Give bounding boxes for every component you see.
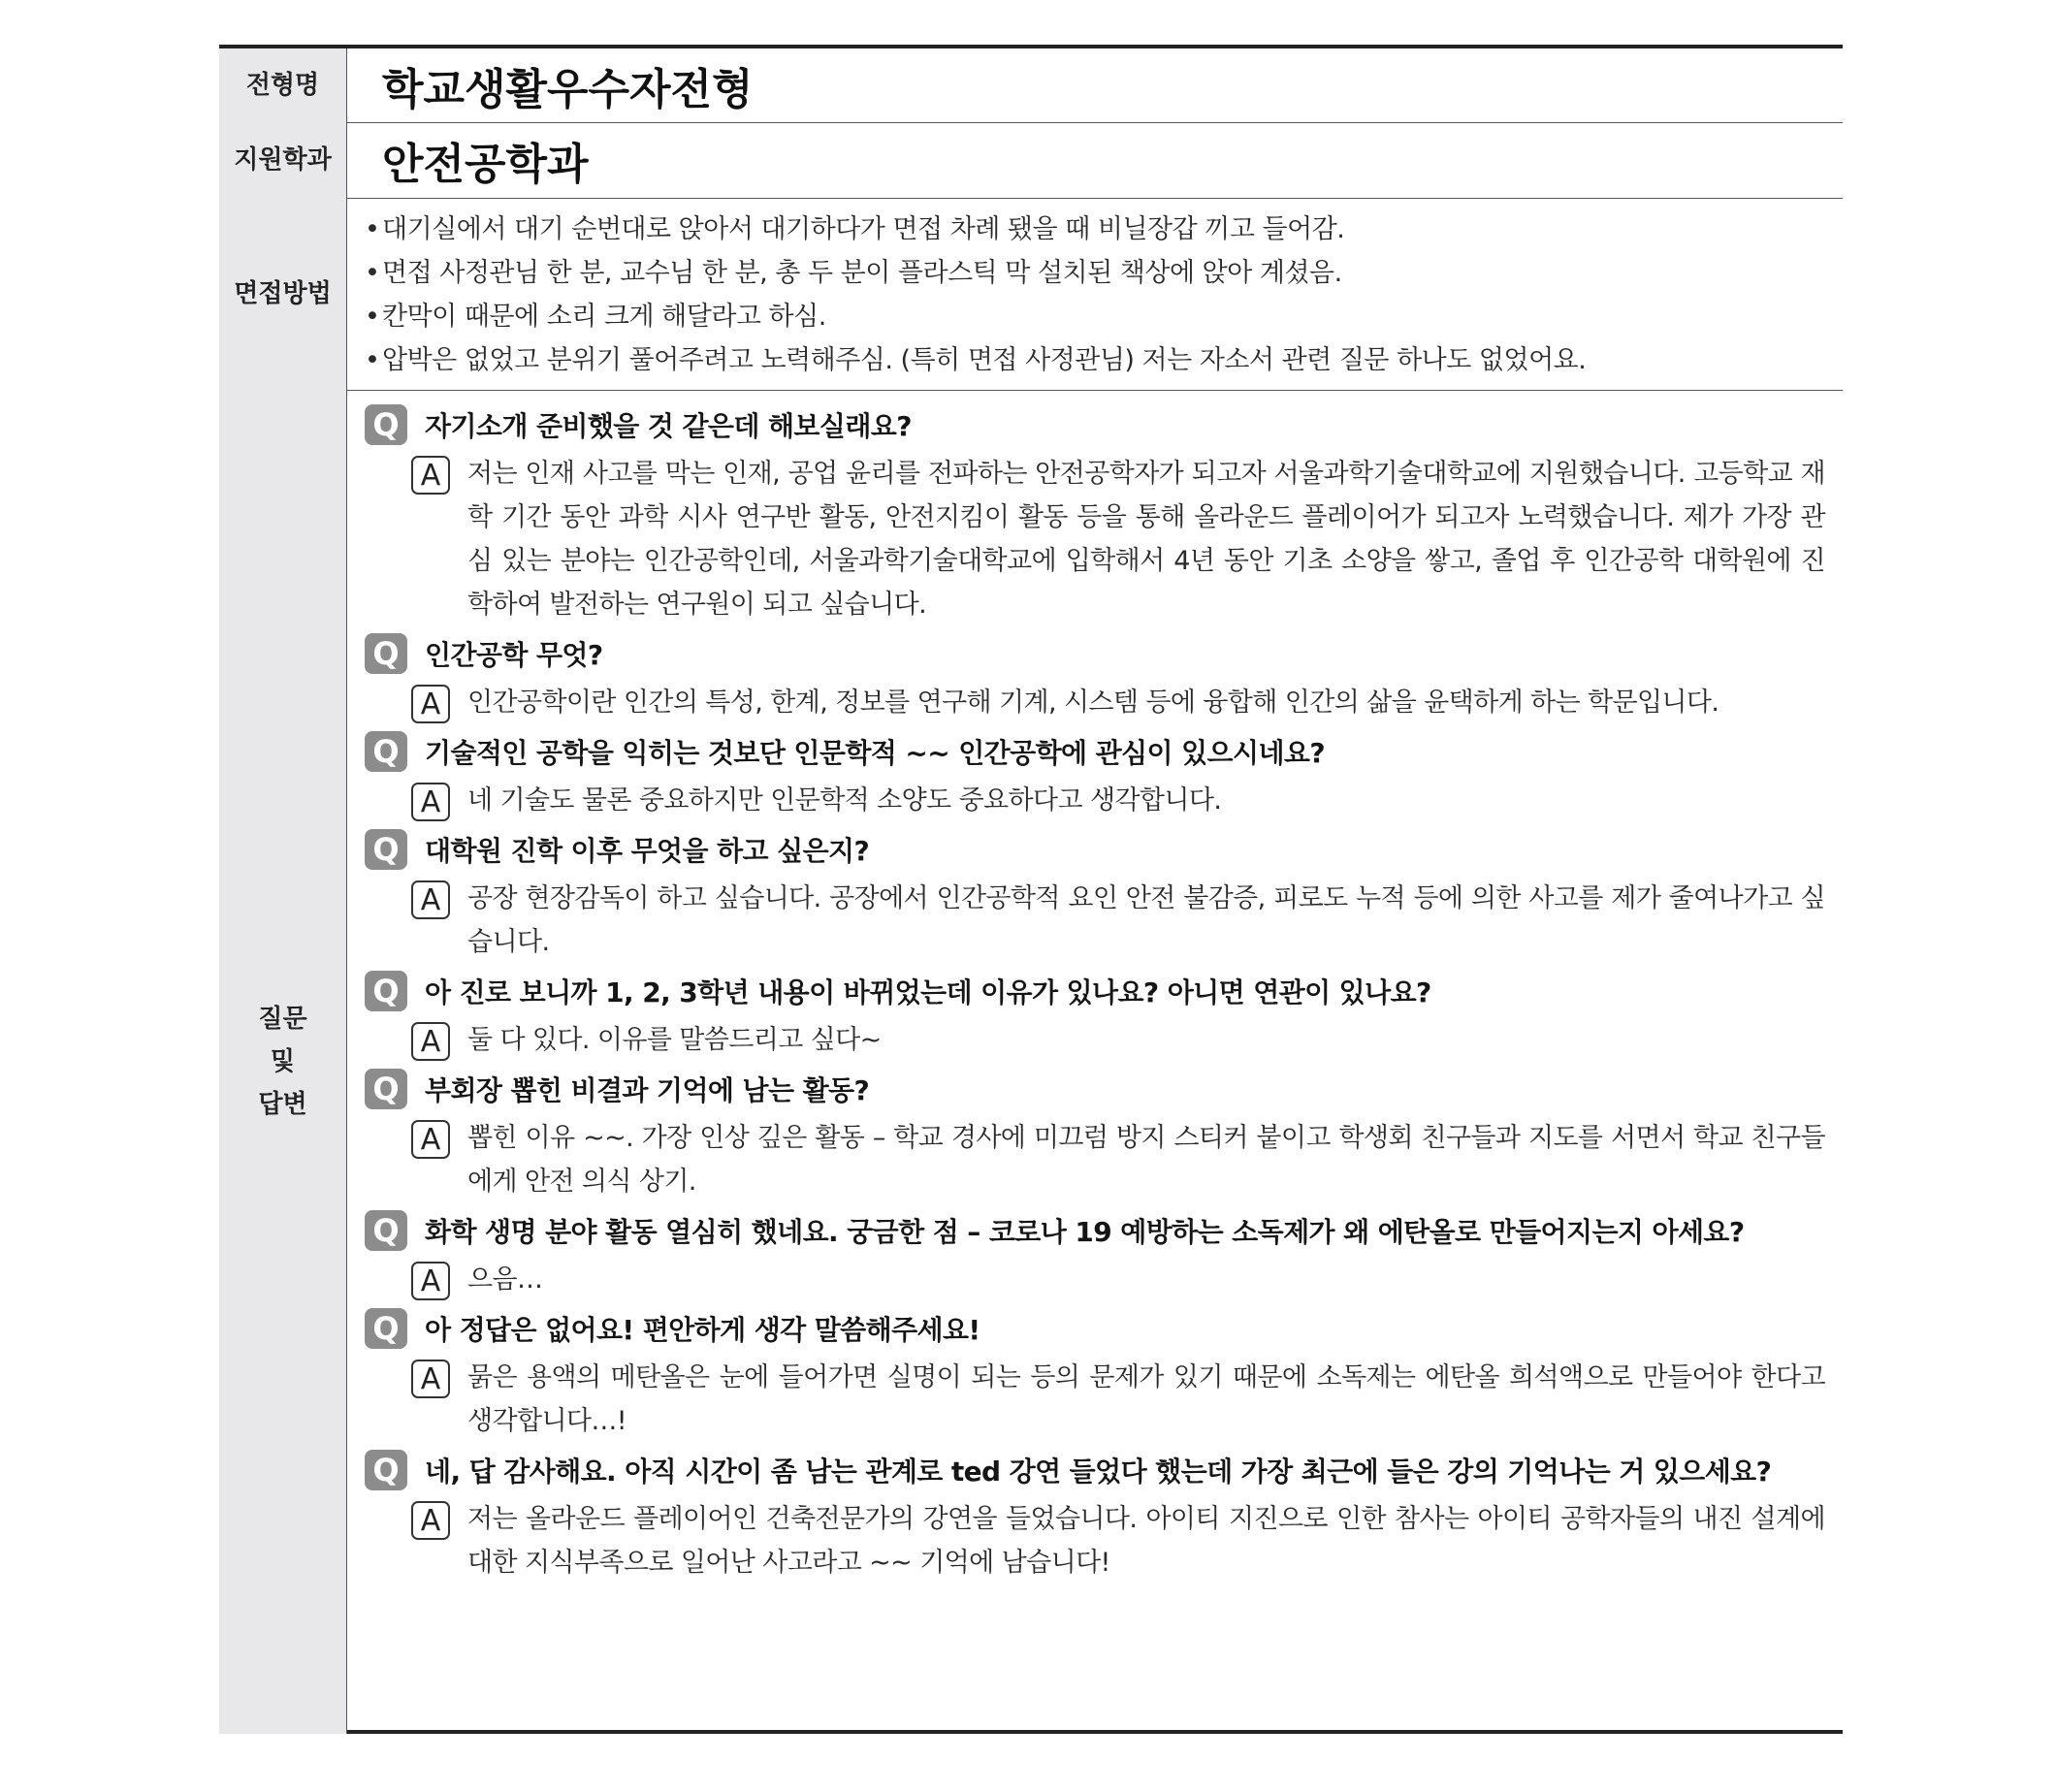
answer-text: 인간공학이란 인간의 특성, 한계, 정보를 연구해 기계, 시스템 등에 융합해 인간의 삶을 윤택하게 하는 학문입니다. (467, 688, 1719, 718)
question-badge: Q (365, 1450, 407, 1490)
answer-badge: A (411, 1022, 450, 1061)
method-item-text: 대기실에서 대기 순번대로 앉아서 대기하다가 면접 차례 됐을 때 비닐장갑 끼고 들어감. (382, 214, 1345, 244)
department-row (219, 122, 1843, 199)
question (365, 1203, 1825, 1258)
method-item (365, 251, 1586, 295)
qa-row (219, 390, 1843, 1734)
bullet-icon: • (365, 302, 380, 332)
qa-label-line: 답변 (258, 1090, 307, 1119)
answer-text: 으음… (467, 1264, 543, 1295)
answer (411, 1116, 1825, 1203)
answer-text: 저는 인재 사고를 막는 인재, 공업 윤리를 전파하는 안전공학자가 되고자 서울과학기술대학교에 지원했습니다. 고등학교 재학 기간 동안 과학 시사 연구반 활동, 안전지킴이 활동 등을 통해 올라운드 플레이어가 되고자 노력했습니다. 제가 가장 관심 있는 분야는 인간공학인데, 서울과학기술대학교에 입학해서 4년 동안 기초 소양을 쌓고, 졸업 후 인간공학 대학원에 진학하여 발전하는 연구원이 되고 싶습니다. (467, 459, 1825, 620)
method-cell (347, 198, 1843, 390)
question-text: 화학 생명 분야 활동 열심히 했네요. 궁금한 점 – 코로나 19 예방하는 소독제가 왜 에탄올로 만들어지는지 아세요? (425, 1216, 1745, 1248)
method-item-text: 면접 사정관님 한 분, 교수님 한 분, 총 두 분이 플라스틱 막 설치된 책상에 앉아 계셨음. (382, 258, 1342, 288)
question-text: 부회장 뽑힌 비결과 기억에 남는 활동? (425, 1074, 870, 1106)
admission-cell (347, 48, 1843, 122)
question-badge: Q (365, 1308, 407, 1349)
qa-label-line: 질문 (258, 1005, 307, 1034)
question-text: 아 정답은 없어요! 편안하게 생각 말씀해주세요! (425, 1314, 980, 1346)
method-item (365, 295, 1586, 338)
bullet-icon: • (365, 345, 380, 375)
admission-label: 전형명 (219, 48, 347, 122)
answer (411, 877, 1825, 964)
question (365, 964, 1825, 1018)
department-cell (347, 122, 1843, 198)
question (365, 1062, 1825, 1116)
answer-text: 둘 다 있다. 이유를 말씀드리고 싶다~ (467, 1025, 882, 1055)
bullet-icon: • (365, 258, 380, 288)
answer-badge: A (411, 1120, 450, 1159)
question-badge: Q (365, 633, 407, 674)
question-text: 자기소개 준비했을 것 같은데 해보실래요? (425, 410, 912, 442)
answer-text: 공장 현장감독이 하고 싶습니다. 공장에서 인간공학적 요인 안전 불감증, 피로도 누적 등에 의한 사고를 제가 줄여나가고 싶습니다. (467, 883, 1825, 957)
answer-text: 묽은 용액의 메탄올은 눈에 들어가면 실명이 되는 등의 문제가 있기 때문에 소독제는 에탄올 희석액으로 만들어야 한다고 생각합니다…! (467, 1362, 1825, 1436)
answer (411, 1356, 1825, 1443)
interview-record-table (219, 45, 1843, 1734)
method-list (365, 208, 1586, 382)
answer-text: 저는 올라운드 플레이어인 건축전문가의 강연을 들었습니다. 아이티 지진으로 인한 참사는 아이티 공학자들의 내진 설계에 대한 지식부족으로 일어난 사고라고 ~~ 기억에 남습니다! (467, 1504, 1825, 1578)
answer-badge: A (411, 783, 450, 821)
qa-cell (347, 390, 1843, 1734)
answer (411, 1497, 1825, 1584)
answer (411, 452, 1825, 626)
department-value: 안전공학과 (382, 140, 589, 189)
qa-label (219, 390, 347, 1734)
admission-value: 학교생활우수자전형 (382, 65, 754, 114)
question-badge: Q (365, 971, 407, 1011)
question-text: 기술적인 공학을 익히는 것보단 인문학적 ~~ 인간공학에 관심이 있으시네요? (425, 737, 1325, 769)
answer-badge: A (411, 456, 450, 495)
answer (411, 1258, 1825, 1301)
method-item-text: 칸막이 때문에 소리 크게 해달라고 하심. (382, 302, 826, 332)
qa-label-line: 및 (270, 1047, 296, 1076)
question (365, 822, 1825, 877)
question-badge: Q (365, 404, 407, 445)
question (365, 1443, 1825, 1497)
answer-text: 뽑힌 이유 ~~. 가장 인상 깊은 활동 – 학교 경사에 미끄럼 방지 스티커 붙이고 학생회 친구들과 지도를 서면서 학교 친구들에게 안전 의식 상기. (467, 1123, 1825, 1197)
method-item (365, 208, 1586, 251)
question-text: 인간공학 무엇? (425, 639, 603, 671)
question (365, 1301, 1825, 1356)
answer-badge: A (411, 1262, 450, 1300)
answer (411, 779, 1825, 822)
question-text: 네, 답 감사해요. 아직 시간이 좀 남는 관계로 ted 강연 들었다 했는데 가장 최근에 들은 강의 기억나는 거 있으세요? (425, 1456, 1772, 1488)
question-badge: Q (365, 731, 407, 772)
qa-list (365, 398, 1825, 1584)
question-text: 아 진로 보니까 1, 2, 3학년 내용이 바뀌었는데 이유가 있나요? 아니면 연관이 있나요? (425, 976, 1431, 1008)
method-item-text: 압박은 없었고 분위기 풀어주려고 노력해주심. (특히 면접 사정관님) 저는 자소서 관련 질문 하나도 없었어요. (382, 345, 1587, 375)
answer-badge: A (411, 1501, 450, 1540)
answer (411, 1018, 1825, 1062)
method-label: 면접방법 (219, 198, 347, 390)
method-row (219, 198, 1843, 391)
question-text: 대학원 진학 이후 무엇을 하고 싶은지? (425, 835, 870, 867)
method-item (365, 338, 1586, 382)
answer-badge: A (411, 1360, 450, 1398)
question-badge: Q (365, 1210, 407, 1251)
department-label: 지원학과 (219, 122, 347, 198)
question (365, 724, 1825, 779)
question-badge: Q (365, 829, 407, 870)
answer (411, 681, 1825, 724)
question (365, 626, 1825, 681)
bullet-icon: • (365, 214, 380, 244)
question-badge: Q (365, 1069, 407, 1109)
admission-row (219, 48, 1843, 123)
question (365, 398, 1825, 452)
answer-badge: A (411, 685, 450, 723)
answer-text: 네 기술도 물론 중요하지만 인문학적 소양도 중요하다고 생각합니다. (467, 785, 1222, 816)
answer-badge: A (411, 880, 450, 919)
